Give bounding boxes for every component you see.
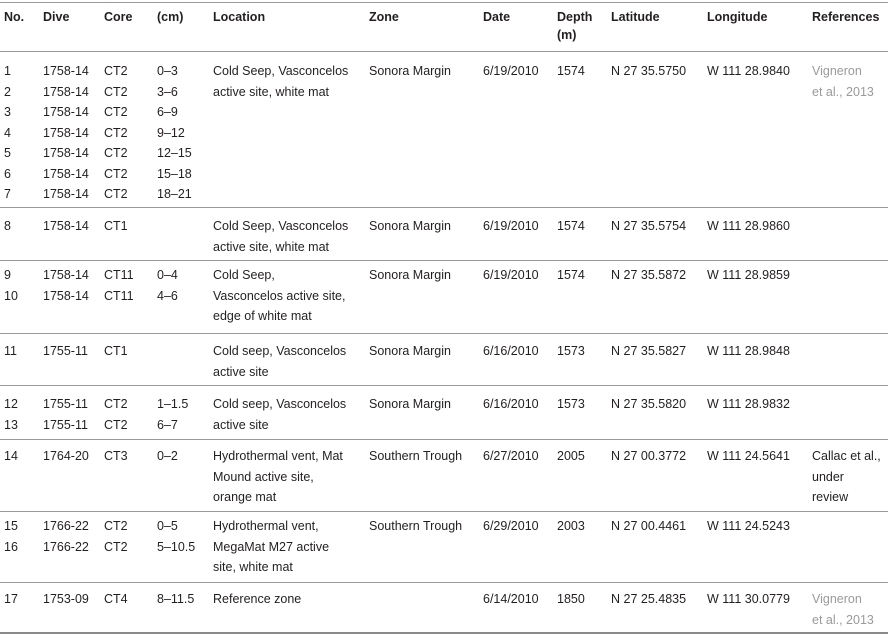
cell-zone: Sonora Margin bbox=[369, 268, 451, 282]
header-cm: (cm) bbox=[157, 10, 184, 24]
cell-date: 6/19/2010 bbox=[483, 64, 539, 78]
cell-no: 12 13 bbox=[4, 397, 18, 432]
row-divider bbox=[0, 582, 888, 583]
cell-dive: 1755-11 1755-11 bbox=[43, 397, 88, 432]
cell-location: Cold seep, Vasconcelos active site bbox=[213, 397, 347, 432]
cell-core: CT3 bbox=[104, 449, 128, 463]
cell-no: 9 10 bbox=[4, 268, 18, 303]
table-top-rule bbox=[0, 2, 888, 3]
cell-dive: 1753-09 bbox=[43, 592, 89, 606]
cell-core: CT1 bbox=[104, 219, 128, 233]
cell-no: 15 16 bbox=[4, 519, 18, 554]
cell-no: 14 bbox=[4, 449, 18, 463]
cell-depth: 1573 bbox=[557, 397, 585, 411]
cell-references: Vigneron et al., 2013 bbox=[812, 64, 874, 99]
cell-no: 1 2 3 4 5 6 7 bbox=[4, 64, 11, 201]
cell-cm: 0–5 5–10.5 bbox=[157, 519, 196, 554]
header-zone: Zone bbox=[369, 10, 399, 24]
cell-cm: 0–4 4–6 bbox=[157, 268, 178, 303]
row-divider bbox=[0, 333, 888, 334]
cell-zone: Southern Trough bbox=[369, 519, 463, 533]
cell-latitude: N 27 00.3772 bbox=[611, 449, 687, 463]
cell-dive: 1755-11 bbox=[43, 344, 88, 358]
cell-no: 8 bbox=[4, 219, 11, 233]
cell-longitude: W 111 28.9859 bbox=[707, 268, 790, 282]
header-core: Core bbox=[104, 10, 133, 24]
cell-zone: Sonora Margin bbox=[369, 344, 451, 358]
cell-zone: Sonora Margin bbox=[369, 64, 451, 78]
row-divider bbox=[0, 385, 888, 386]
cell-dive: 1766-22 1766-22 bbox=[43, 519, 89, 554]
cell-dive: 1764-20 bbox=[43, 449, 89, 463]
cell-location: Hydrothermal vent, MegaMat M27 active site, white mat bbox=[213, 519, 330, 574]
cell-depth: 2003 bbox=[557, 519, 585, 533]
cell-longitude: W 111 28.9840 bbox=[707, 64, 790, 78]
cell-depth: 1850 bbox=[557, 592, 585, 606]
cell-location: Cold Seep, Vasconcelos active site, white mat bbox=[213, 64, 349, 99]
row-divider bbox=[0, 207, 888, 208]
cell-latitude: N 27 35.5754 bbox=[611, 219, 687, 233]
cell-dive: 1758-14 bbox=[43, 219, 89, 233]
cell-date: 6/16/2010 bbox=[483, 344, 539, 358]
cell-date: 6/29/2010 bbox=[483, 519, 539, 533]
cell-latitude: N 27 25.4835 bbox=[611, 592, 687, 606]
cell-references: Callac et al., under review bbox=[812, 449, 881, 504]
header-depth: Depth (m) bbox=[557, 10, 593, 42]
cell-zone: Sonora Margin bbox=[369, 397, 451, 411]
header-date: Date bbox=[483, 10, 511, 24]
cell-date: 6/14/2010 bbox=[483, 592, 539, 606]
cell-no: 17 bbox=[4, 592, 18, 606]
header-references: References bbox=[812, 10, 880, 24]
cell-date: 6/27/2010 bbox=[483, 449, 539, 463]
cell-longitude: W 111 30.0779 bbox=[707, 592, 790, 606]
cell-date: 6/19/2010 bbox=[483, 268, 539, 282]
cell-depth: 1574 bbox=[557, 219, 585, 233]
header-no: No. bbox=[4, 10, 25, 24]
cell-location: Hydrothermal vent, Mat Mound active site, orange mat bbox=[213, 449, 343, 504]
cell-dive: 1758-14 1758-14 1758-14 1758-14 1758-14 1758-14 1758-14 bbox=[43, 64, 89, 201]
cell-location: Cold seep, Vasconcelos active site bbox=[213, 344, 347, 379]
cell-dive: 1758-14 1758-14 bbox=[43, 268, 89, 303]
cell-latitude: N 27 35.5750 bbox=[611, 64, 687, 78]
cell-zone: Southern Trough bbox=[369, 449, 463, 463]
cell-location: Cold Seep, Vasconcelos active site, edge of white mat bbox=[213, 268, 346, 323]
cell-cm: 0–2 bbox=[157, 449, 178, 463]
row-divider bbox=[0, 511, 888, 512]
cell-depth: 1573 bbox=[557, 344, 585, 358]
cell-longitude: W 111 28.9848 bbox=[707, 344, 790, 358]
cell-depth: 1574 bbox=[557, 268, 585, 282]
cell-depth: 1574 bbox=[557, 64, 585, 78]
header-longitude: Longitude bbox=[707, 10, 768, 24]
cell-no: 11 bbox=[4, 344, 17, 358]
row-divider bbox=[0, 260, 888, 261]
cell-longitude: W 111 28.9832 bbox=[707, 397, 790, 411]
header-dive: Dive bbox=[43, 10, 70, 24]
cell-latitude: N 27 00.4461 bbox=[611, 519, 687, 533]
row-divider bbox=[0, 439, 888, 440]
cell-core: CT2 CT2 CT2 CT2 CT2 CT2 CT2 bbox=[104, 64, 128, 201]
table-bottom-rule bbox=[0, 632, 888, 634]
cell-location: Reference zone bbox=[213, 592, 302, 606]
cell-core: CT1 bbox=[104, 344, 128, 358]
header-latitude: Latitude bbox=[611, 10, 660, 24]
cell-location: Cold Seep, Vasconcelos active site, white mat bbox=[213, 219, 349, 254]
cell-cm: 8–11.5 bbox=[157, 592, 195, 606]
cell-depth: 2005 bbox=[557, 449, 585, 463]
cell-latitude: N 27 35.5820 bbox=[611, 397, 687, 411]
cell-longitude: W 111 24.5243 bbox=[707, 519, 790, 533]
cell-core: CT11 CT11 bbox=[104, 268, 134, 303]
cell-date: 6/16/2010 bbox=[483, 397, 539, 411]
cell-longitude: W 111 24.5641 bbox=[707, 449, 790, 463]
cell-core: CT2 CT2 bbox=[104, 397, 128, 432]
cell-latitude: N 27 35.5827 bbox=[611, 344, 687, 358]
header-rule bbox=[0, 51, 888, 52]
cell-cm: 0–3 3–6 6–9 9–12 12–15 15–18 18–21 bbox=[157, 64, 192, 201]
cell-longitude: W 111 28.9860 bbox=[707, 219, 790, 233]
cell-date: 6/19/2010 bbox=[483, 219, 539, 233]
cell-core: CT4 bbox=[104, 592, 128, 606]
cell-zone: Sonora Margin bbox=[369, 219, 451, 233]
header-location: Location bbox=[213, 10, 266, 24]
cell-latitude: N 27 35.5872 bbox=[611, 268, 687, 282]
cell-references: Vigneron et al., 2013 bbox=[812, 592, 874, 627]
cell-cm: 1–1.5 6–7 bbox=[157, 397, 189, 432]
cell-core: CT2 CT2 bbox=[104, 519, 128, 554]
